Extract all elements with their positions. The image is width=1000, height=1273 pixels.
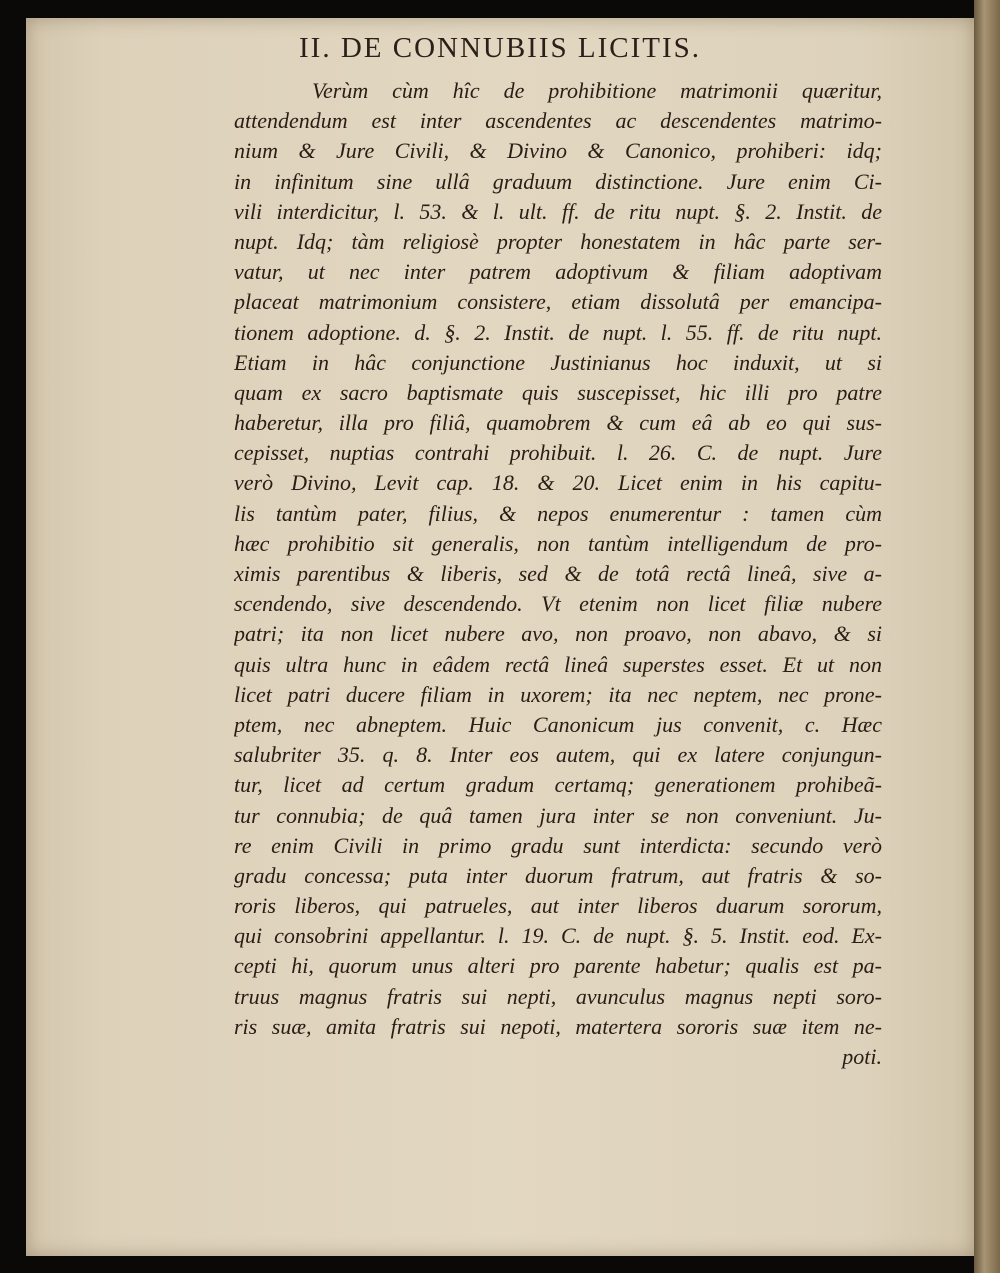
text-line: nupt. Idq; tàm religiosè propter honestatem in hâc parte ser- <box>234 228 882 254</box>
text-line: nium & Jure Civili, & Divino & Canonico, prohiberi: idq; <box>234 138 882 164</box>
text-line: in infinitum sine ullâ graduum distinctione. Jure enim Ci- <box>234 168 882 194</box>
left-margin-shadow <box>0 0 26 1273</box>
text-line: verò Divino, Levit cap. 18. & 20. Licet enim in his capitu- <box>234 470 882 496</box>
text-line: vatur, ut nec inter patrem adoptivum & filiam adoptivam <box>234 259 882 285</box>
text-line: quam ex sacro baptismate quis suscepisset, hic illi pro patre <box>234 379 882 405</box>
text-line: re enim Civili in primo gradu sunt interdicta: secundo verò <box>234 832 882 858</box>
text-line: hæc prohibitio sit generalis, non tantùm intelligendum de pro- <box>234 530 882 556</box>
text-line: vili interdicitur, l. 53. & l. ult. ff. de ritu nupt. §. 2. Instit. de <box>234 198 882 224</box>
text-line: licet patri ducere filiam in uxorem; ita nec neptem, nec prone- <box>234 681 882 707</box>
text-line: salubriter 35. q. 8. Inter eos autem, qui ex latere conjungun- <box>234 742 882 768</box>
text-line: haberetur, illa pro filiâ, quamobrem & cum eâ ab eo qui sus- <box>234 410 882 436</box>
text-line: patri; ita non licet nubere avo, non proavo, non abavo, & si <box>234 621 882 647</box>
text-line: cepti hi, quorum unus alteri pro parente habetur; qualis est pa- <box>234 953 882 979</box>
text-line: placeat matrimonium consistere, etiam dissolutâ per emancipa- <box>234 289 882 315</box>
text-line: cepisset, nuptias contrahi prohibuit. l. 26. C. de nupt. Jure <box>234 440 882 466</box>
text-line: lis tantùm pater, filius, & nepos enumerentur : tamen cùm <box>234 500 882 526</box>
text-line: ris suæ, amita fratris sui nepoti, matertera sororis suæ item ne- <box>234 1013 882 1039</box>
text-line: tur connubia; de quâ tamen jura inter se non conveniunt. Ju- <box>234 802 882 828</box>
book-page <box>26 18 974 1256</box>
text-line: truus magnus fratris sui nepti, avunculus magnus nepti soro- <box>234 983 882 1009</box>
text-line: ptem, nec abneptem. Huic Canonicum jus convenit, c. Hæc <box>234 711 882 737</box>
text-line: tionem adoptione. d. §. 2. Instit. de nupt. l. 55. ff. de ritu nupt. <box>234 319 882 345</box>
text-line: Verùm cùm hîc de prohibitione matrimonii quæritur, <box>312 78 882 103</box>
text-line: ximis parentibus & liberis, sed & de totâ rectâ lineâ, sive a- <box>234 561 882 586</box>
text-line: poti. <box>842 1044 882 1069</box>
text-line: scendendo, sive descendendo. Vt etenim non licet filiæ nubere <box>234 591 882 617</box>
text-line: qui consobrini appellantur. l. 19. C. de nupt. §. 5. Instit. eod. Ex- <box>234 923 882 949</box>
text-line: tur, licet ad certum gradum certamq; generationem prohibeã- <box>234 772 882 798</box>
text-line: quis ultra hunc in eâdem rectâ lineâ superstes esset. Et ut non <box>234 651 882 677</box>
text-line: Etiam in hâc conjunctione Justinianus hoc induxit, ut si <box>234 349 882 375</box>
text-line: attendendum est inter ascendentes ac descendentes matrimo- <box>234 108 882 134</box>
running-head: II. DE CONNUBIIS LICITIS. <box>299 32 701 64</box>
text-line: gradu concessa; puta inter duorum fratrum, aut fratris & so- <box>234 862 882 888</box>
body-text <box>234 76 882 1072</box>
text-line: roris liberos, qui patrueles, aut inter liberos duarum sororum, <box>234 893 882 919</box>
page-fore-edge <box>974 0 1000 1273</box>
